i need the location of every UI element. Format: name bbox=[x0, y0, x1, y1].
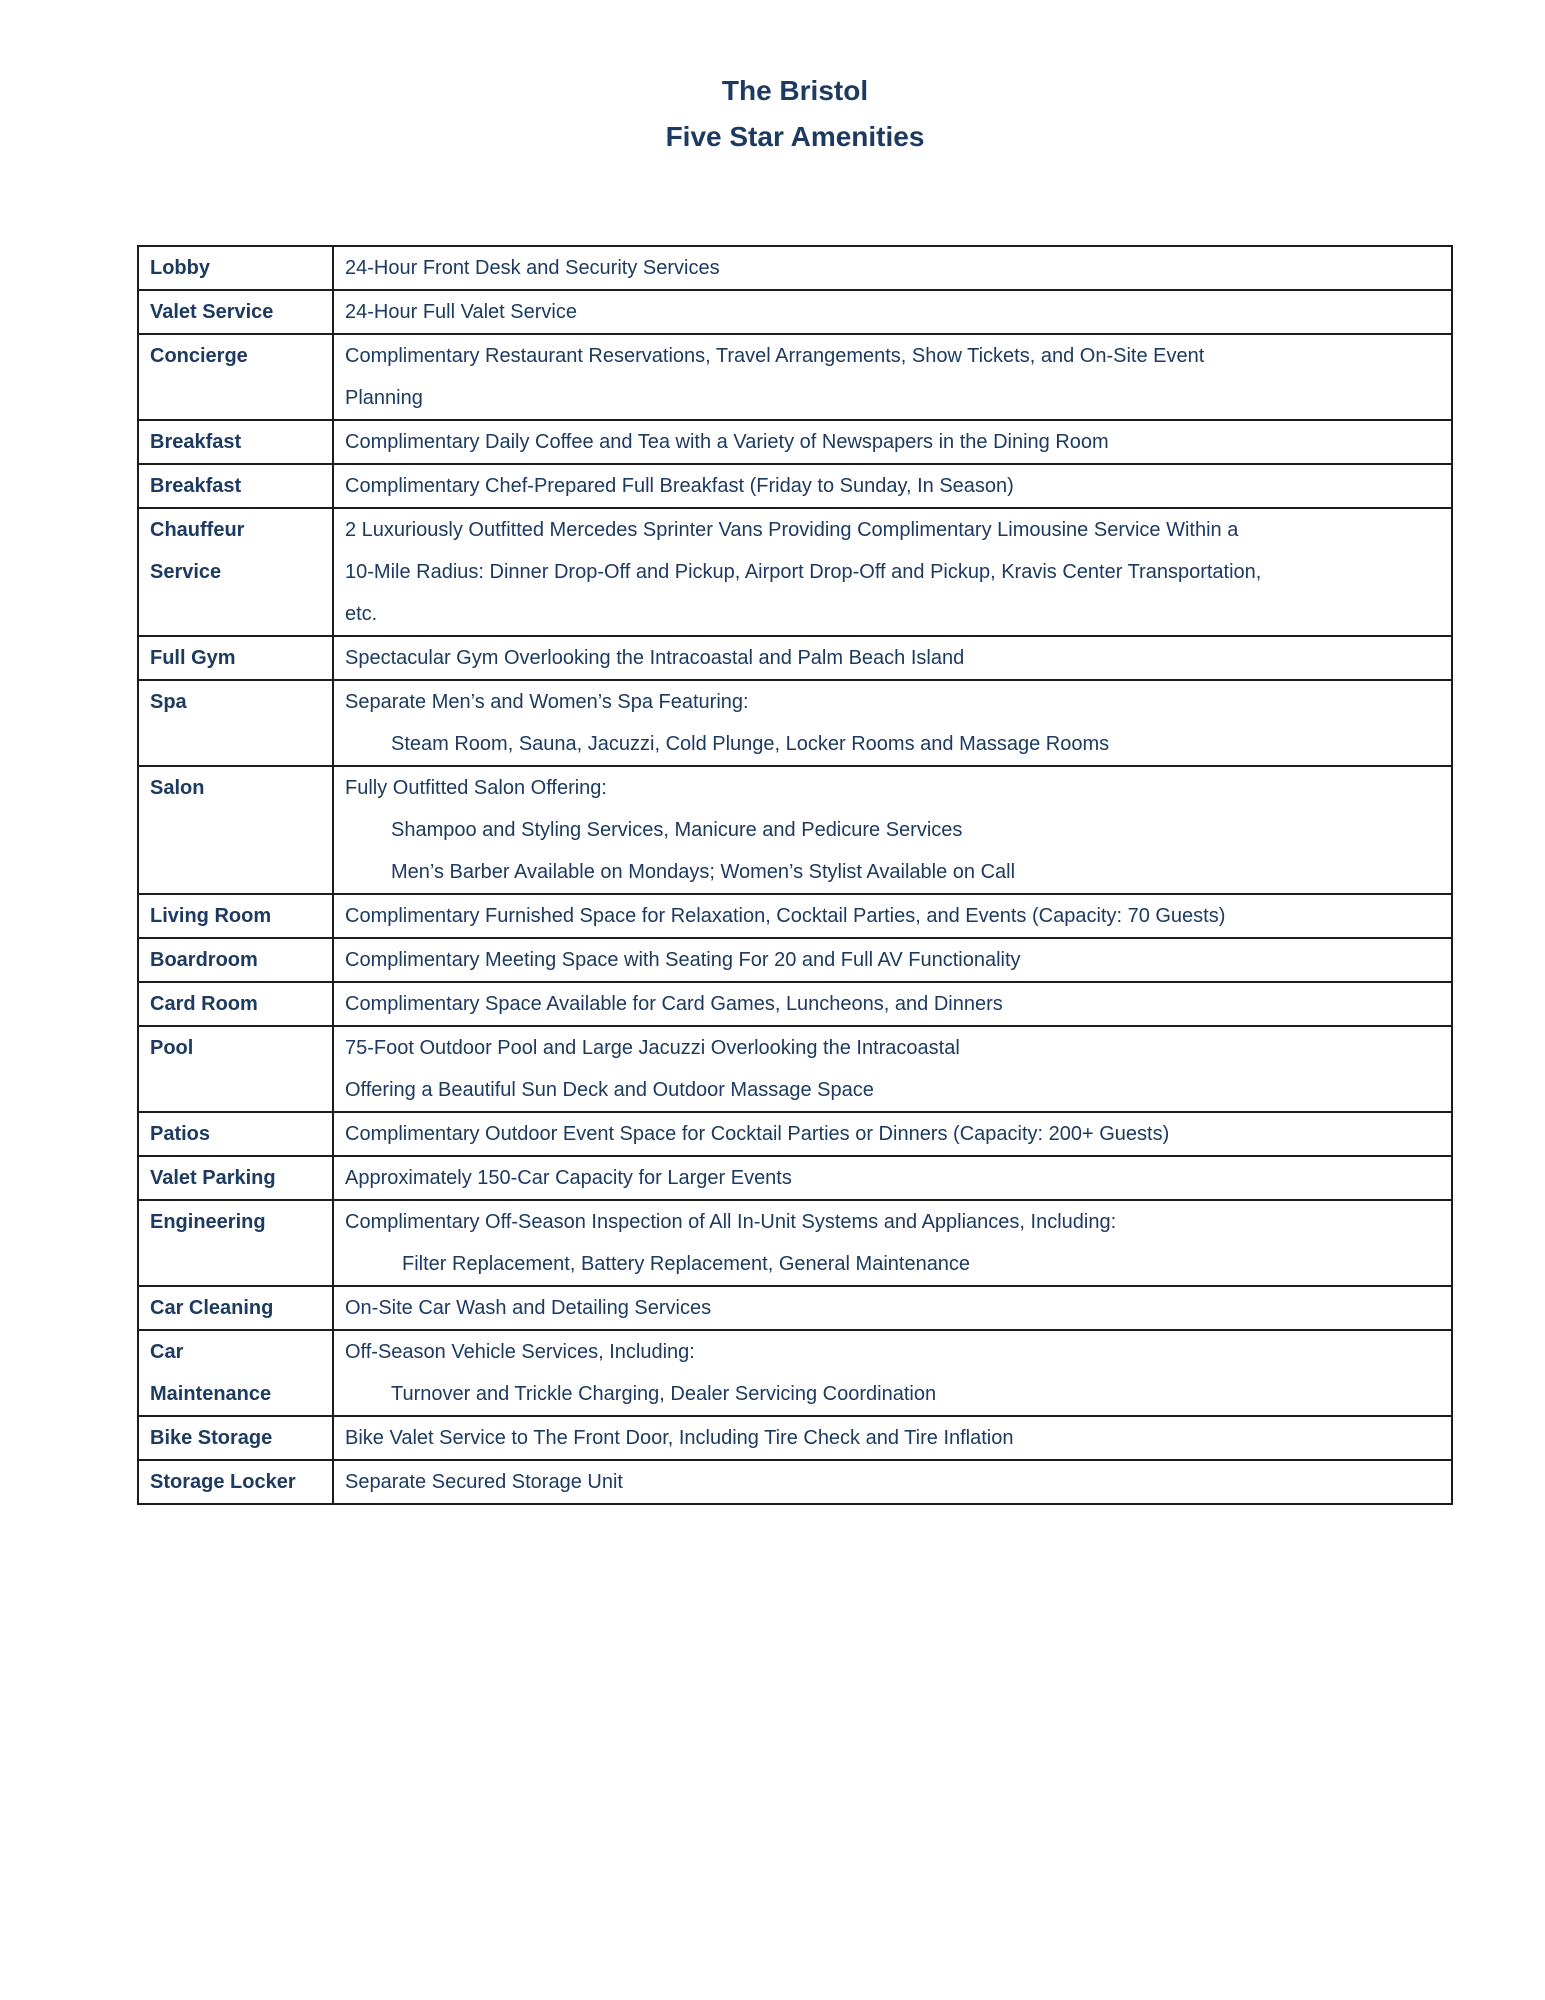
table-row bbox=[138, 334, 1452, 420]
amenity-label-line: Salon bbox=[150, 777, 205, 799]
amenity-description-line: 10-Mile Radius: Dinner Drop-Off and Pickup, Airport Drop-Off and Pickup, Kravis Center Transportation, bbox=[345, 561, 1262, 583]
table-row bbox=[138, 246, 1452, 290]
amenity-description-cell bbox=[333, 1416, 1452, 1460]
amenity-label-line: Chauffeur bbox=[150, 519, 245, 541]
table-row bbox=[138, 636, 1452, 680]
amenity-description-line: Fully Outfitted Salon Offering: bbox=[345, 777, 607, 799]
amenity-label-line: Full Gym bbox=[150, 647, 236, 669]
amenity-label-cell bbox=[138, 1026, 333, 1112]
amenity-description-line: Spectacular Gym Overlooking the Intracoastal and Palm Beach Island bbox=[345, 647, 965, 669]
amenity-description-cell bbox=[333, 766, 1452, 894]
amenity-label-cell bbox=[138, 1200, 333, 1286]
amenities-table bbox=[137, 245, 1453, 1505]
amenity-description-line: Separate Men’s and Women’s Spa Featuring: bbox=[345, 691, 749, 713]
amenity-description-line: Turnover and Trickle Charging, Dealer Servicing Coordination bbox=[391, 1383, 937, 1405]
document-title: The Bristol bbox=[721, 75, 869, 106]
amenity-label-cell bbox=[138, 1286, 333, 1330]
amenity-label-line: Service bbox=[150, 561, 222, 583]
amenity-label-line: Lobby bbox=[150, 257, 210, 279]
table-row bbox=[138, 464, 1452, 508]
amenity-description-line: Complimentary Restaurant Reservations, Travel Arrangements, Show Tickets, and On-Site Event bbox=[345, 345, 1205, 367]
amenity-label-line: Breakfast bbox=[150, 431, 242, 453]
amenity-label-line: Pool bbox=[150, 1037, 194, 1059]
amenity-description-line: Separate Secured Storage Unit bbox=[345, 1471, 623, 1493]
amenity-description-line: 24-Hour Full Valet Service bbox=[345, 301, 577, 323]
amenity-description-cell bbox=[333, 290, 1452, 334]
table-row bbox=[138, 680, 1452, 766]
amenity-label-cell bbox=[138, 246, 333, 290]
amenity-description-cell bbox=[333, 1460, 1452, 1504]
amenity-description-cell bbox=[333, 636, 1452, 680]
amenity-label-cell bbox=[138, 680, 333, 766]
amenity-label-cell bbox=[138, 420, 333, 464]
amenity-label-cell bbox=[138, 636, 333, 680]
amenity-label-line: Card Room bbox=[150, 993, 258, 1015]
amenities-table-body bbox=[138, 246, 1452, 1504]
amenity-label-line: Spa bbox=[150, 691, 187, 713]
amenity-label-line: Boardroom bbox=[150, 949, 258, 971]
amenity-description-cell bbox=[333, 938, 1452, 982]
amenity-description-cell bbox=[333, 1112, 1452, 1156]
table-row bbox=[138, 982, 1452, 1026]
amenity-description-line: Complimentary Furnished Space for Relaxation, Cocktail Parties, and Events (Capacity: 70 Guests) bbox=[345, 905, 1226, 927]
amenity-label-cell bbox=[138, 1460, 333, 1504]
table-row bbox=[138, 1416, 1452, 1460]
table-row bbox=[138, 1156, 1452, 1200]
amenity-description-cell bbox=[333, 334, 1452, 420]
amenity-label-line: Concierge bbox=[150, 345, 248, 367]
amenity-description-line: 24-Hour Front Desk and Security Services bbox=[345, 257, 720, 279]
document-subtitle: Five Star Amenities bbox=[665, 121, 925, 152]
amenity-label-line: Living Room bbox=[150, 905, 272, 927]
amenity-description-line: Bike Valet Service to The Front Door, Including Tire Check and Tire Inflation bbox=[345, 1427, 1014, 1449]
amenity-label-line: Storage Locker bbox=[150, 1471, 296, 1493]
amenity-label-line: Bike Storage bbox=[150, 1427, 273, 1449]
table-row bbox=[138, 290, 1452, 334]
amenity-description-line: Approximately 150-Car Capacity for Larger Events bbox=[345, 1167, 792, 1189]
table-row bbox=[138, 894, 1452, 938]
amenity-description-line: Planning bbox=[345, 387, 423, 409]
amenity-description-cell bbox=[333, 508, 1452, 636]
amenity-label-cell bbox=[138, 982, 333, 1026]
table-row bbox=[138, 1112, 1452, 1156]
amenity-description-cell bbox=[333, 246, 1452, 290]
amenity-label-cell bbox=[138, 464, 333, 508]
table-row bbox=[138, 1330, 1452, 1416]
amenity-description-cell bbox=[333, 894, 1452, 938]
amenity-description-line: Complimentary Outdoor Event Space for Cocktail Parties or Dinners (Capacity: 200+ Guests) bbox=[345, 1123, 1170, 1145]
amenity-description-line: Off-Season Vehicle Services, Including: bbox=[345, 1341, 695, 1363]
table-row bbox=[138, 1026, 1452, 1112]
amenity-description-line: Complimentary Space Available for Card Games, Luncheons, and Dinners bbox=[345, 993, 1003, 1015]
amenity-label-cell bbox=[138, 1330, 333, 1416]
amenity-description-cell bbox=[333, 1330, 1452, 1416]
amenity-description-cell bbox=[333, 982, 1452, 1026]
amenity-label-cell bbox=[138, 508, 333, 636]
amenity-description-line: Complimentary Daily Coffee and Tea with a Variety of Newspapers in the Dining Room bbox=[345, 431, 1109, 453]
amenity-description-cell bbox=[333, 420, 1452, 464]
amenity-description-line: 2 Luxuriously Outfitted Mercedes Sprinter Vans Providing Complimentary Limousine Service Within a bbox=[345, 519, 1239, 541]
amenity-label-cell bbox=[138, 894, 333, 938]
amenity-label-line: Maintenance bbox=[150, 1383, 272, 1405]
amenity-description-line: Shampoo and Styling Services, Manicure and Pedicure Services bbox=[391, 819, 963, 841]
amenity-description-cell bbox=[333, 1156, 1452, 1200]
amenity-description-line: Offering a Beautiful Sun Deck and Outdoor Massage Space bbox=[345, 1079, 874, 1101]
amenity-label-cell bbox=[138, 1416, 333, 1460]
amenity-label-cell bbox=[138, 1112, 333, 1156]
table-row bbox=[138, 1460, 1452, 1504]
table-row bbox=[138, 1286, 1452, 1330]
amenity-description-line: Complimentary Chef-Prepared Full Breakfast (Friday to Sunday, In Season) bbox=[345, 475, 1014, 497]
amenity-label-cell bbox=[138, 1156, 333, 1200]
amenity-description-cell bbox=[333, 1200, 1452, 1286]
amenity-description-cell bbox=[333, 1026, 1452, 1112]
amenity-description-line: Complimentary Meeting Space with Seating For 20 and Full AV Functionality bbox=[345, 949, 1021, 971]
amenity-description-line: 75-Foot Outdoor Pool and Large Jacuzzi Overlooking the Intracoastal bbox=[345, 1037, 960, 1059]
table-row bbox=[138, 508, 1452, 636]
amenity-description-line: Men’s Barber Available on Mondays; Women’s Stylist Available on Call bbox=[391, 861, 1016, 883]
amenity-label-line: Breakfast bbox=[150, 475, 242, 497]
amenity-label-line: Engineering bbox=[150, 1211, 266, 1233]
amenity-label-line: Car Cleaning bbox=[150, 1297, 274, 1319]
amenity-description-line: Steam Room, Sauna, Jacuzzi, Cold Plunge, Locker Rooms and Massage Rooms bbox=[391, 733, 1110, 755]
table-row bbox=[138, 1200, 1452, 1286]
table-row bbox=[138, 766, 1452, 894]
document-content bbox=[137, 74, 1453, 1505]
amenity-description-cell bbox=[333, 1286, 1452, 1330]
amenity-label-line: Valet Parking bbox=[150, 1167, 276, 1189]
table-row bbox=[138, 938, 1452, 982]
amenity-label-cell bbox=[138, 290, 333, 334]
amenity-label-cell bbox=[138, 766, 333, 894]
amenity-description-cell bbox=[333, 464, 1452, 508]
table-row bbox=[138, 420, 1452, 464]
amenity-label-line: Car bbox=[150, 1341, 184, 1363]
amenity-label-line: Valet Service bbox=[150, 301, 274, 323]
amenity-description-line: Filter Replacement, Battery Replacement, General Maintenance bbox=[402, 1253, 971, 1275]
amenity-description-line: Complimentary Off-Season Inspection of All In-Unit Systems and Appliances, Including: bbox=[345, 1211, 1117, 1233]
amenity-label-cell bbox=[138, 334, 333, 420]
amenity-description-cell bbox=[333, 680, 1452, 766]
amenity-label-cell bbox=[138, 938, 333, 982]
amenity-label-line: Patios bbox=[150, 1123, 211, 1145]
amenity-description-line: On-Site Car Wash and Detailing Services bbox=[345, 1297, 712, 1319]
amenity-description-line: etc. bbox=[345, 603, 378, 625]
